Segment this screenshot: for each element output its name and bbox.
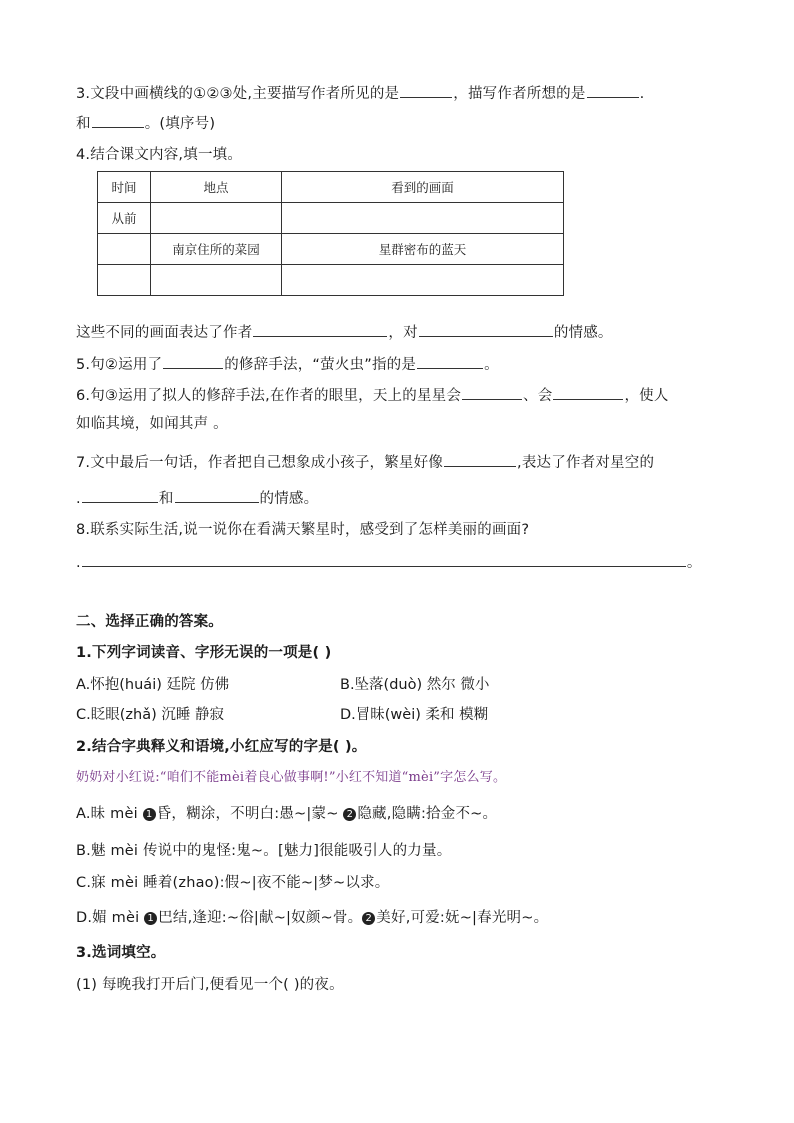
answer-blank[interactable] bbox=[444, 452, 516, 467]
mc1-stem: 1.下列字词读音、字形无误的一项是( ) bbox=[76, 645, 332, 661]
mc2-stem: 2.结合字典释义和语境,小红应写的字是( )。 bbox=[76, 739, 367, 755]
table-cell: 南京住所的菜园 bbox=[151, 234, 282, 265]
answer-blank[interactable] bbox=[175, 488, 259, 503]
question-4-followup: 这些不同的画面表达了作者 ，对 的情感。 bbox=[76, 322, 613, 343]
answer-blank[interactable] bbox=[82, 552, 686, 567]
question-5: 5.句②运用了 的修辞手法，“萤火虫”指的是 。 bbox=[76, 354, 499, 375]
question-4: 4.结合课文内容,填一填。 bbox=[76, 147, 243, 163]
section-2-title: 二、选择正确的答案。 bbox=[76, 614, 223, 630]
table-header-row bbox=[98, 172, 564, 203]
circled-number: 1 bbox=[143, 808, 156, 821]
mc2-option-b[interactable]: B.魅 mèi 传说中的鬼怪:鬼~。[魅力]很能吸引人的力量。 bbox=[76, 843, 452, 859]
question-6-line2: 如临其境，如闻其声 。 bbox=[76, 416, 228, 432]
answer-blank[interactable] bbox=[587, 83, 639, 98]
table-row bbox=[98, 234, 564, 265]
mc2-option-a[interactable]: A.昧 mèi 1 昏，糊涂，不明白:愚~|蒙~ 2 隐藏,隐瞒:拾金不~。 bbox=[76, 806, 498, 822]
mc1-option-d[interactable]: D.冒昧(wèi) 柔和 模糊 bbox=[340, 707, 489, 723]
table-cell: 星群密布的蓝天 bbox=[282, 234, 564, 265]
circled-number: 1 bbox=[144, 912, 157, 925]
table-row bbox=[98, 203, 564, 234]
question-6-line1: 6.句③运用了拟人的修辞手法,在作者的眼里，天上的星星会 、会 ，使人 bbox=[76, 385, 669, 406]
table-cell[interactable] bbox=[282, 203, 564, 234]
mc3-subquestion-1: (1) 每晚我打开后门,便看见一个( )的夜。 bbox=[76, 977, 344, 993]
table-cell[interactable] bbox=[151, 203, 282, 234]
answer-blank[interactable] bbox=[553, 385, 623, 400]
table-cell[interactable] bbox=[282, 265, 564, 296]
circled-number: 2 bbox=[343, 808, 356, 821]
mc2-option-c[interactable]: C.寐 mèi 睡着(zhao):假~|夜不能~|梦~以求。 bbox=[76, 875, 390, 891]
table-cell[interactable] bbox=[98, 265, 151, 296]
answer-blank[interactable] bbox=[462, 385, 522, 400]
answer-blank[interactable] bbox=[400, 83, 452, 98]
table-header: 时间 bbox=[98, 172, 151, 203]
answer-blank[interactable] bbox=[419, 322, 553, 337]
question-7-line1: 7.文中最后一句话，作者把自己想象成小孩子，繁星好像 ,表达了作者对星空的 bbox=[76, 452, 654, 473]
circled-number: 2 bbox=[362, 912, 375, 925]
mc3-stem: 3.选词填空。 bbox=[76, 945, 166, 961]
mc1-option-c[interactable]: C.眨眼(zhǎ) 沉睡 静寂 bbox=[76, 707, 224, 723]
mc1-option-a[interactable]: A.怀抱(huái) 廷院 仿佛 bbox=[76, 677, 230, 693]
answer-blank[interactable] bbox=[417, 354, 483, 369]
answer-blank[interactable] bbox=[253, 322, 387, 337]
mc1-option-b[interactable]: B.坠落(duò) 然尔 微小 bbox=[340, 677, 490, 693]
answer-blank[interactable] bbox=[163, 354, 223, 369]
question-8-answer-line: . 。 bbox=[76, 552, 702, 573]
table-row bbox=[98, 265, 564, 296]
mc2-option-d[interactable]: D.媚 mèi 1 巴结,逢迎:~俗|献~|奴颜~骨。 2 美好,可爱:妩~|春光明~。 bbox=[76, 910, 549, 926]
table-cell[interactable] bbox=[151, 265, 282, 296]
table-header: 看到的画面 bbox=[282, 172, 564, 203]
fill-in-table bbox=[97, 171, 564, 296]
question-7-line2: . 和 的情感。 bbox=[76, 488, 318, 509]
table-cell[interactable] bbox=[98, 234, 151, 265]
mc2-context: 奶奶对小红说:“咱们不能mèi着良心做事啊!”小红不知道“mèi”字怎么写。 bbox=[76, 770, 507, 785]
table-cell: 从前 bbox=[98, 203, 151, 234]
question-3-line1: 3.文段中画横线的①②③处,主要描写作者所见的是 ，描写作者所想的是 . bbox=[76, 83, 644, 104]
answer-blank[interactable] bbox=[82, 488, 158, 503]
answer-blank[interactable] bbox=[92, 113, 144, 128]
question-8: 8.联系实际生活,说一说你在看满天繁星时，感受到了怎样美丽的画面? bbox=[76, 522, 530, 538]
question-3-line2: 和 。(填序号) bbox=[76, 113, 215, 134]
table-header: 地点 bbox=[151, 172, 282, 203]
